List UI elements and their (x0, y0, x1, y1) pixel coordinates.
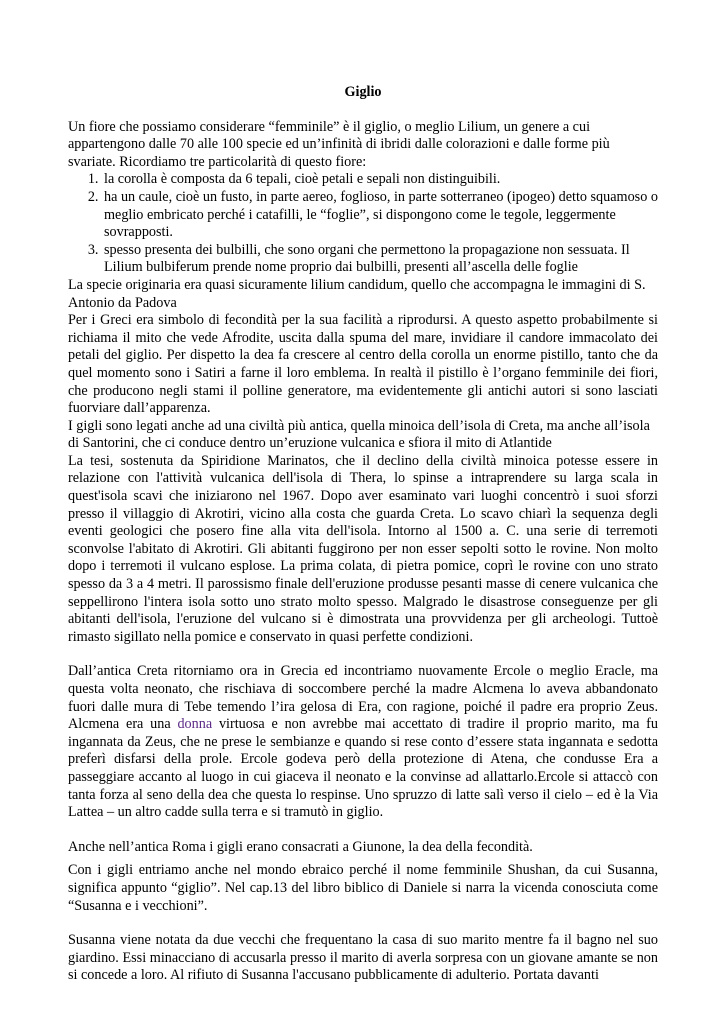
paragraph-candidum: La specie originaria era quasi sicuramente lilium candidum, quello che accompagna le immagini di S. Antonio da Padova (68, 276, 646, 311)
paragraph-marinatos: La tesi, sostenuta da Spiridione Marinatos, che il declino della civiltà minoica potesse essere in relazione con l'attività vulcanica dell'isola di Thera, lo spinse a intraprendere su larga scala in quest'isola scavi che iniziarono nel 1967. Dopo aver esaminato vari luoghi concentrò i suoi sforzi presso il villaggio di Akrotiri, vicino alla costa che guarda Creta. Lo scavo chiarì la sequenza degli eventi geologici che posero fine alla vita dell'isola. Intorno al 1500 a. C. una serie di terremoti sconvolse l'abitato di Akrotiri. Gli abitanti fuggirono per non esser sepolti sotto le rovine. Non molto dopo i terremoti il vulcano esplose. La prima colata, di pietra pomice, coprì le rovine con uno strato spesso da 3 a 4 metri. Il parossismo finale dell'eruzione produsse pesanti masse di cenere vulcanica che seppellirono l'intera isola sotto uno strato molto spesso. Malgrado le disastrose conseguenze per gli abitanti dell'isola, l'eruzione del vulcano si è dimostrata una provvidenza per gli archeologi. Tuttoè rimasto sigillato nella pomice e conservato in quasi perfette condizioni. (68, 452, 658, 645)
list-item: 2. ha un caule, cioè un fusto, in parte aereo, foglioso, in parte sotterraneo (ipogeo) detto squamoso o meglio embricato perché i catafilli, le “foglie”, si dispongono come le tegole, leggermente sovrapposti. (102, 189, 658, 242)
features-list (68, 171, 658, 277)
eracle-text-end: virtuosa e non avrebbe mai accettato di tradire il proprio marito, ma fu ingannata da Zeus, che ne prese le sembianze e quando si rese conto d’essere stata ingannata e sedotta preferì disfarsi della prole. Ercole godeva però della protezione di Atena, che condusse Era a passeggiare accanto al luogo in cui giaceva il neonato e la convinse ad allattarlo.Ercole si attaccò con tanta forza al seno della dea che questa lo respinse. Uno spruzzo di latte salì verso il cielo – ed è la Via Lattea – un altro cadde sulla terra e si tramutò in giglio. (68, 716, 658, 821)
document-page (68, 84, 658, 985)
list-item: 1. la corolla è composta da 6 tepali, cioè petali e sepali non distinguibili. (102, 171, 658, 189)
paragraph-greci: Per i Greci era simbolo di fecondità per la sua facilità a riprodursi. A questo aspetto probabilmente si richiama il mito che vede Afrodite, uscita dalla spuma del mare, invidiare il candore immacolato dei petali del giglio. Per dispetto la dea fa crescere al centro della corolla un enorme pistillo, tanto che da quel momento sono i Satiri a farne il loro emblema. In realtà il pistillo è l’organo femminile dei fiori, che producono negli stami il polline generatore, ma evidentemente gli antichi autori si sono lasciati fuorviare dall’apparenza. (68, 312, 658, 417)
paragraph-eracle (68, 663, 658, 821)
intro-paragraph: Un fiore che possiamo considerare “femminile” è il giglio, o meglio Lilium, un genere a cui appartengono dalle 70 alle 100 specie ed un’infinità di ibridi dalle colorazioni e dalle forme più svariate. Ricordiamo tre particolarità di questo fiore: (68, 118, 610, 170)
list-item: 3. spesso presenta dei bulbilli, che sono organi che permettono la propagazione non sessuata. Il Lilium bulbiferum prende nome proprio dai bulbilli, presenti all’ascella delle foglie (102, 242, 658, 277)
paragraph-susanna: Susanna viene notata da due vecchi che frequentano la casa di suo marito mentre fa il bagno nel suo giardino. Essi minacciano di accusarla presso il marito di averla sorpresa con un giovane amante se non si concede a loro. Al rifiuto di Susanna l'accusano pubblicamente di adulterio. Portata davanti (68, 932, 658, 984)
paragraph-roma: Anche nell’antica Roma i gigli erano consacrati a Giunone, la dea della fecondità. (68, 838, 533, 855)
eracle-text-start: Dall’antica Creta ritorniamo ora in Grecia ed incontriamo nuovamente Ercole o meglio Eracle, ma questa volta neonato, che rischiava di soccombere perché la madre Alcmena lo aveva abbandonato fuori dalle mura di Tebe temendo l’ira gelosa di Era, con ragione, poiché il padre era proprio Zeus. Alcmena era una (68, 663, 658, 733)
paragraph-shushan: Con i gigli entriamo anche nel mondo ebraico perché il nome femminile Shushan, da cui Susanna, significa appunto “giglio”. Nel cap.13 del libro biblico di Daniele si narra la vicenda conosciuta come “Susanna e i vecchioni”. (68, 862, 658, 914)
donna-link[interactable]: donna (177, 716, 213, 733)
paragraph-minoica: I gigli sono legati anche ad una civiltà più antica, quella minoica dell’isola di Creta, ma anche all’isola di Santorini, che ci conduce dentro un’eruzione vulcanica e sfiora il mito di Atlantide (68, 417, 650, 452)
document-title: Giglio (344, 84, 382, 100)
